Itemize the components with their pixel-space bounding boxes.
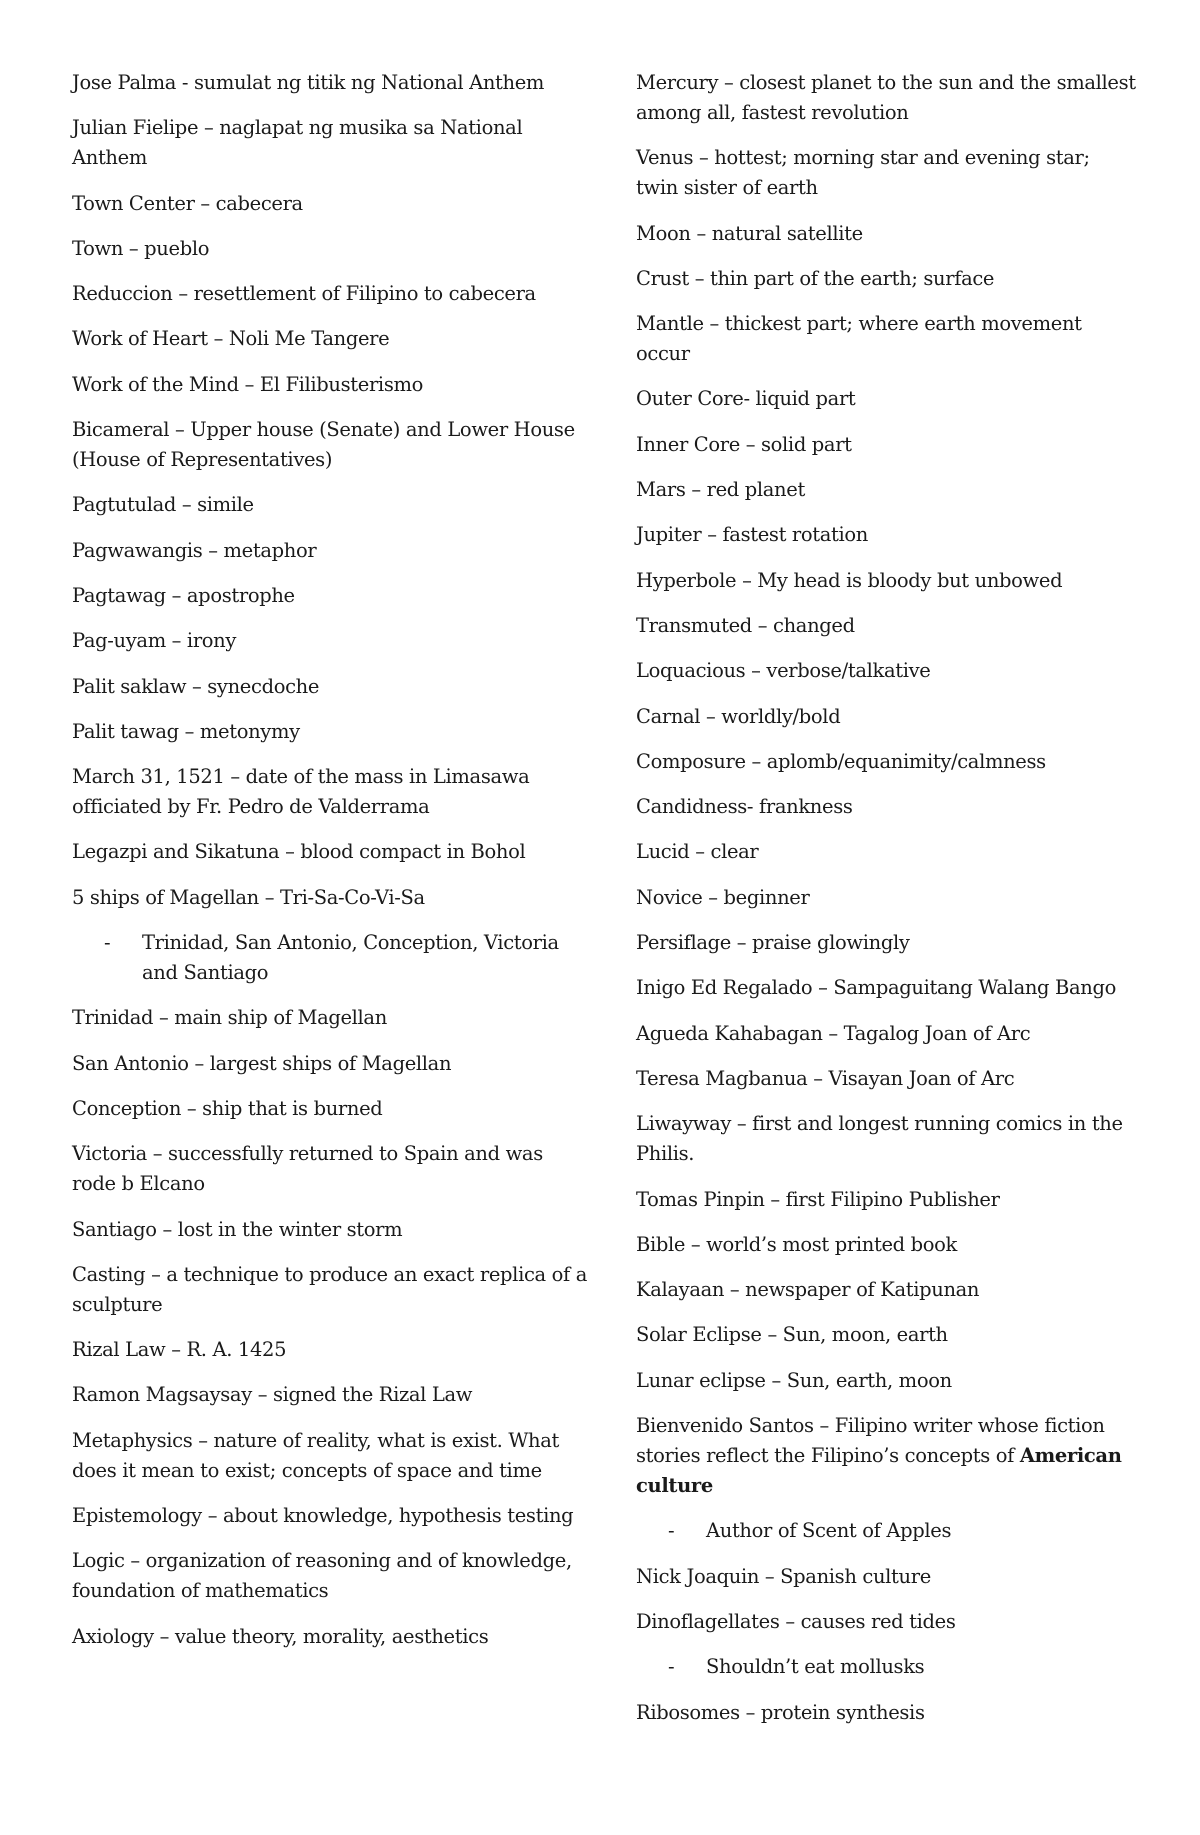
note-entry [636, 747, 1136, 777]
entry-text: Town – pueblo [72, 236, 210, 260]
note-entry [72, 1215, 592, 1245]
note-entry [636, 1562, 1136, 1592]
note-entry [636, 264, 1136, 294]
note-entry [636, 1607, 1136, 1637]
entry-text: Liwayway – first and longest running comics in the Philis. [636, 1112, 1123, 1166]
entry-text: Carnal – worldly/bold [636, 704, 841, 728]
note-entry [72, 717, 592, 747]
entry-text: Outer Core- liquid part [636, 387, 856, 411]
note-entry [636, 1185, 1136, 1215]
entry-text: Kalayaan – newspaper of Katipunan [636, 1278, 980, 1302]
note-entry [636, 309, 1136, 369]
entry-text: Jose Palma - sumulat ng titik ng National Anthem [72, 71, 545, 94]
note-entry [72, 415, 592, 475]
entry-text: Novice – beginner [636, 885, 810, 909]
entry-text: Tomas Pinpin – first Filipino Publisher [636, 1187, 1000, 1211]
note-entry [72, 1260, 592, 1320]
entry-text: Shouldn’t eat mollusks [706, 1655, 925, 1679]
entry-text: Nick Joaquin – Spanish culture [636, 1564, 931, 1588]
note-entry [636, 837, 1136, 867]
note-entry [636, 973, 1136, 1003]
note-entry [636, 143, 1136, 203]
note-entry [72, 279, 592, 309]
right-column [636, 68, 1136, 1743]
entry-text: 5 ships of Magellan – Tri-Sa-Co-Vi-Sa [72, 885, 425, 909]
entry-bold-text: American culture [636, 1444, 1122, 1498]
note-entry [72, 883, 592, 913]
note-entry [636, 1109, 1136, 1169]
entry-text: Loquacious – verbose/talkative [636, 659, 931, 683]
bullet-item [636, 1516, 1136, 1546]
note-entry [72, 1426, 592, 1486]
entry-text: Conception – ship that is burned [72, 1096, 383, 1120]
note-entry [72, 626, 592, 656]
note-entry [636, 928, 1136, 958]
entry-text: Santiago – lost in the winter storm [72, 1217, 403, 1241]
note-entry [72, 189, 592, 219]
note-entry [636, 1064, 1136, 1094]
entry-text: Transmuted – changed [636, 613, 855, 637]
entry-text: Pagwawangis – metaphor [72, 538, 317, 562]
note-entry [72, 1501, 592, 1531]
bullet-item [72, 928, 592, 988]
note-entry [636, 1275, 1136, 1305]
entry-text: Candidness- frankness [636, 795, 853, 819]
entry-text: Victoria – successfully returned to Spain and was rode b Elcano [72, 1142, 543, 1196]
note-entry [636, 475, 1136, 505]
entry-text: Crust – thin part of the earth; surface [636, 266, 995, 290]
entry-text: Mercury – closest planet to the sun and the smallest among all, fastest revolution [636, 71, 1136, 124]
entry-text: Hyperbole – My head is bloody but unbowed [636, 568, 1063, 592]
note-entry [636, 1366, 1136, 1396]
entry-text: Town Center – cabecera [72, 191, 303, 215]
note-entry [636, 384, 1136, 414]
note-entry [636, 883, 1136, 913]
entry-text: Agueda Kahabagan – Tagalog Joan of Arc [636, 1021, 1031, 1045]
entry-text: Inner Core – solid part [636, 432, 852, 456]
entry-text: Jupiter – fastest rotation [636, 523, 869, 547]
entry-text: Solar Eclipse – Sun, moon, earth [636, 1323, 948, 1347]
entry-text: Dinoflagellates – causes red tides [636, 1609, 956, 1633]
entry-text: Pagtawag – apostrophe [72, 583, 295, 607]
entry-text: Axiology – value theory, morality, aesthetics [72, 1624, 489, 1648]
note-entry [72, 1139, 592, 1199]
entry-text: Persiflage – praise glowingly [636, 931, 910, 955]
entry-text: San Antonio – largest ships of Magellan [72, 1051, 452, 1075]
note-entry [72, 1094, 592, 1124]
note-entry [72, 1335, 592, 1365]
entry-text: Teresa Magbanua – Visayan Joan of Arc [636, 1066, 1015, 1090]
entry-text: Trinidad – main ship of Magellan [72, 1006, 387, 1030]
note-entry [72, 1380, 592, 1410]
entry-text: Bicameral – Upper house (Senate) and Lower House (House of Representatives) [72, 418, 575, 472]
entry-text: Author of Scent of Apples [706, 1519, 952, 1543]
note-entry [72, 672, 592, 702]
note-entry [636, 702, 1136, 732]
entry-text: Mantle – thickest part; where earth movement occur [636, 312, 1082, 366]
note-entry [636, 792, 1136, 822]
note-entry [636, 68, 1136, 128]
entry-text: Lunar eclipse – Sun, earth, moon [636, 1368, 952, 1392]
entry-text: Epistemology – about knowledge, hypothesis testing [72, 1504, 574, 1528]
entry-text: Rizal Law – R. A. 1425 [72, 1338, 287, 1362]
bullet-dash: - [668, 1655, 675, 1679]
note-entry [72, 1003, 592, 1033]
bullet-item [636, 1652, 1136, 1682]
entry-text: Pagtutulad – simile [72, 493, 254, 517]
note-entry [72, 837, 592, 867]
note-entry [636, 1019, 1136, 1049]
entry-text: Work of the Mind – El Filibusterismo [72, 372, 424, 396]
note-entry [72, 581, 592, 611]
entry-text: Casting – a technique to produce an exact replica of a sculpture [72, 1262, 588, 1316]
left-column [72, 68, 592, 1667]
note-entry [636, 1698, 1136, 1728]
note-entry [636, 520, 1136, 550]
bullet-dash: - [104, 931, 111, 955]
bullet-dash: - [668, 1519, 675, 1543]
note-entry [72, 113, 592, 173]
note-entry [72, 370, 592, 400]
entry-text: Bienvenido Santos – Filipino writer whose fiction stories reflect the Filipino’s concepts of [636, 1414, 1105, 1468]
entry-text: Lucid – clear [636, 840, 759, 864]
entry-text: Pag-uyam – irony [72, 629, 237, 653]
note-entry [72, 1622, 592, 1652]
note-entry [72, 536, 592, 566]
entry-text: Julian Fielipe – naglapat ng musika sa National Anthem [72, 116, 523, 170]
note-entry [636, 1320, 1136, 1350]
note-entry [72, 490, 592, 520]
entry-text: Venus – hottest; morning star and evening star; twin sister of earth [636, 146, 1090, 200]
entry-text: Mars – red planet [636, 478, 805, 502]
entry-text: Ramon Magsaysay – signed the Rizal Law [72, 1383, 473, 1407]
note-entry [636, 566, 1136, 596]
entry-text: Ribosomes – protein synthesis [636, 1700, 925, 1724]
entry-text: March 31, 1521 – date of the mass in Limasawa officiated by Fr. Pedro de Valderrama [72, 765, 530, 819]
note-entry [72, 1049, 592, 1079]
note-entry [72, 762, 592, 822]
entry-text: Legazpi and Sikatuna – blood compact in Bohol [72, 840, 526, 864]
entry-text: Metaphysics – nature of reality, what is exist. What does it mean to exist; concepts of space and time [72, 1428, 559, 1482]
note-entry [72, 234, 592, 264]
entry-text: Work of Heart – Noli Me Tangere [72, 327, 390, 351]
note-entry [636, 611, 1136, 641]
note-entry [636, 1230, 1136, 1260]
entry-text: Inigo Ed Regalado – Sampaguitang Walang Bango [636, 976, 1117, 1000]
entry-text: Bible – world’s most printed book [636, 1232, 958, 1256]
entry-text: Trinidad, San Antonio, Conception, Victoria and Santiago [142, 931, 559, 985]
entry-text: Reduccion – resettlement of Filipino to cabecera [72, 282, 536, 306]
entry-text: Composure – aplomb/equanimity/calmness [636, 749, 1046, 773]
entry-text: Palit tawag – metonymy [72, 719, 300, 743]
note-entry [72, 324, 592, 354]
entry-text: Palit saklaw – synecdoche [72, 674, 320, 698]
note-entry [72, 68, 592, 98]
entry-text: Logic – organization of reasoning and of knowledge, foundation of mathematics [72, 1549, 572, 1603]
entry-text: Moon – natural satellite [636, 221, 863, 245]
note-entry [72, 1546, 592, 1606]
note-entry [636, 656, 1136, 686]
note-entry [636, 1411, 1136, 1501]
note-entry [636, 219, 1136, 249]
note-entry [636, 430, 1136, 460]
